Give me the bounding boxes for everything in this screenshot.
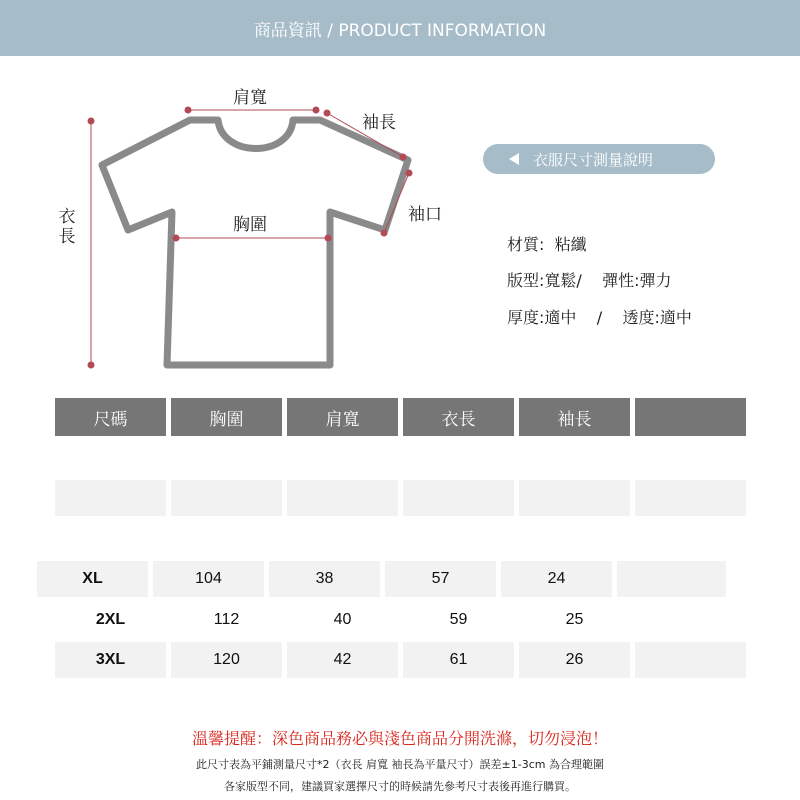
empty-cell (55, 480, 166, 516)
shirt-outline-icon (0, 56, 800, 386)
empty-cell (171, 480, 282, 516)
col-header-empty (635, 398, 746, 436)
measurement-note: 此尺寸表為平鋪測量尺寸*2（衣長 肩寬 袖長為平量尺寸）誤差±1-3cm 為合理範圍 (196, 758, 604, 771)
shoulder-label: 肩寬 (233, 88, 267, 108)
arrow-left-icon (509, 153, 519, 165)
shirt-measurement-diagram (0, 56, 800, 386)
cuff-label: 袖口 (408, 205, 442, 225)
sleeve-cell: 25 (565, 611, 584, 628)
washing-warning: 溫馨提醒：深色商品務必與淺色商品分開洗滌，切勿浸泡！ (191, 729, 608, 748)
col-header-chest: 胸圍 (171, 398, 282, 436)
extra-cell (635, 602, 746, 638)
empty-cell (519, 480, 630, 516)
page-header (0, 0, 800, 56)
shoulder-cell: 42 (287, 642, 398, 678)
measurement-guide-button[interactable] (483, 144, 715, 174)
empty-cell (403, 480, 514, 516)
shoulder-cell: 38 (269, 561, 380, 597)
empty-cell (635, 480, 746, 516)
length-cell: 57 (385, 561, 496, 597)
length-cell: 61 (403, 642, 514, 678)
chest-cell: 104 (153, 561, 264, 597)
cuff-measure-line (384, 173, 409, 233)
sleeve-cell: 26 (519, 642, 630, 678)
col-header-length: 衣長 (403, 398, 514, 436)
page-title: 商品資訊 / PRODUCT INFORMATION (253, 20, 547, 41)
shoulder-cell: 40 (333, 611, 352, 628)
col-header-shoulder: 肩寬 (287, 398, 398, 436)
sleeve-cell: 24 (501, 561, 612, 597)
length-cell: 59 (449, 611, 468, 628)
extra-cell (635, 642, 746, 678)
col-header-size: 尺碼 (55, 398, 166, 436)
size-cell: 3XL (55, 642, 166, 678)
shirt-shape (102, 120, 408, 365)
col-header-sleeve: 袖長 (519, 398, 630, 436)
material-spec: 材質: 粘纖 (507, 235, 587, 254)
extra-cell (617, 561, 726, 597)
fit-elasticity-spec: 版型:寬鬆/ 彈性:彈力 (507, 271, 672, 290)
sleeve-length-label: 袖長 (362, 113, 396, 133)
chest-cell: 112 (213, 611, 240, 628)
length-label: 衣長 (58, 207, 76, 247)
size-cell: 2XL (95, 611, 126, 628)
measurement-guide-label: 衣服尺寸測量說明 (533, 150, 654, 169)
fit-advice-note: 各家版型不同，建議買家選擇尺寸的時候請先參考尺寸表後再進行購買。 (224, 780, 576, 793)
empty-cell (287, 480, 398, 516)
chest-cell: 120 (171, 642, 282, 678)
chest-label: 胸圍 (233, 215, 267, 235)
size-cell: XL (37, 561, 148, 597)
thickness-transparency-spec: 厚度:適中 / 透度:適中 (507, 308, 692, 327)
